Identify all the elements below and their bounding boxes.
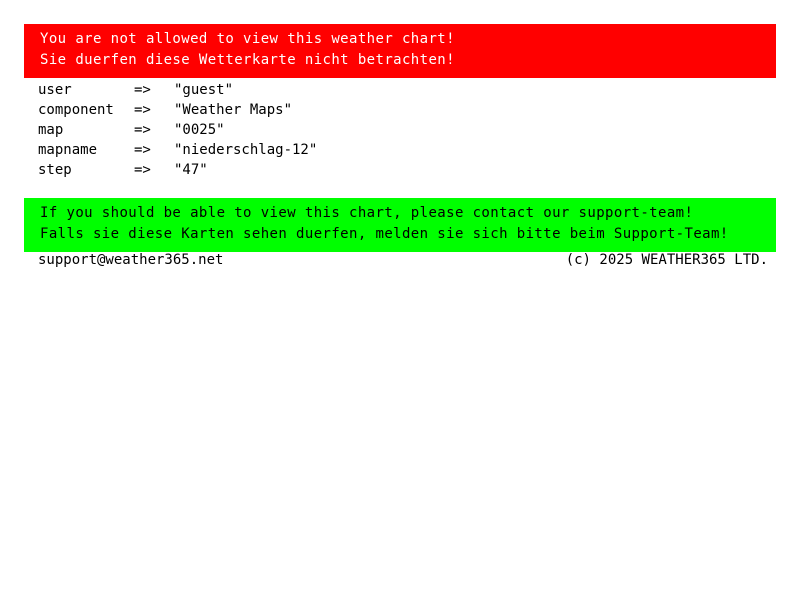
support-email-link[interactable]: support@weather365.net bbox=[38, 252, 224, 268]
param-key: map bbox=[38, 122, 64, 138]
page-footer bbox=[38, 250, 768, 270]
error-banner-line-de: Sie duerfen diese Wetterkarte nicht betrachten! bbox=[40, 52, 455, 68]
param-key: step bbox=[38, 162, 72, 178]
error-banner bbox=[24, 24, 776, 78]
param-arrow: => bbox=[134, 162, 151, 178]
param-arrow: => bbox=[134, 122, 151, 138]
param-value: "niederschlag-12" bbox=[174, 142, 318, 158]
param-arrow: => bbox=[134, 142, 151, 158]
table-row bbox=[38, 140, 778, 160]
param-value: "guest" bbox=[174, 82, 234, 98]
info-banner-line-en: If you should be able to view this chart, please contact our support-team! bbox=[40, 205, 694, 221]
param-key: user bbox=[38, 82, 72, 98]
parameter-list bbox=[38, 80, 778, 180]
copyright-notice: (c) 2025 WEATHER365 LTD. bbox=[565, 252, 768, 268]
param-value: "47" bbox=[174, 162, 208, 178]
info-banner-line-de: Falls sie diese Karten sehen duerfen, melden sie sich bitte beim Support-Team! bbox=[40, 226, 729, 242]
param-arrow: => bbox=[134, 82, 151, 98]
param-arrow: => bbox=[134, 102, 151, 118]
table-row bbox=[38, 80, 778, 100]
param-value: "0025" bbox=[174, 122, 225, 138]
table-row bbox=[38, 160, 778, 180]
table-row bbox=[38, 120, 778, 140]
param-value: "Weather Maps" bbox=[174, 102, 293, 118]
info-banner bbox=[24, 198, 776, 252]
error-banner-line-en: You are not allowed to view this weather chart! bbox=[40, 31, 455, 47]
param-key: component bbox=[38, 102, 114, 118]
table-row bbox=[38, 100, 778, 120]
param-key: mapname bbox=[38, 142, 98, 158]
